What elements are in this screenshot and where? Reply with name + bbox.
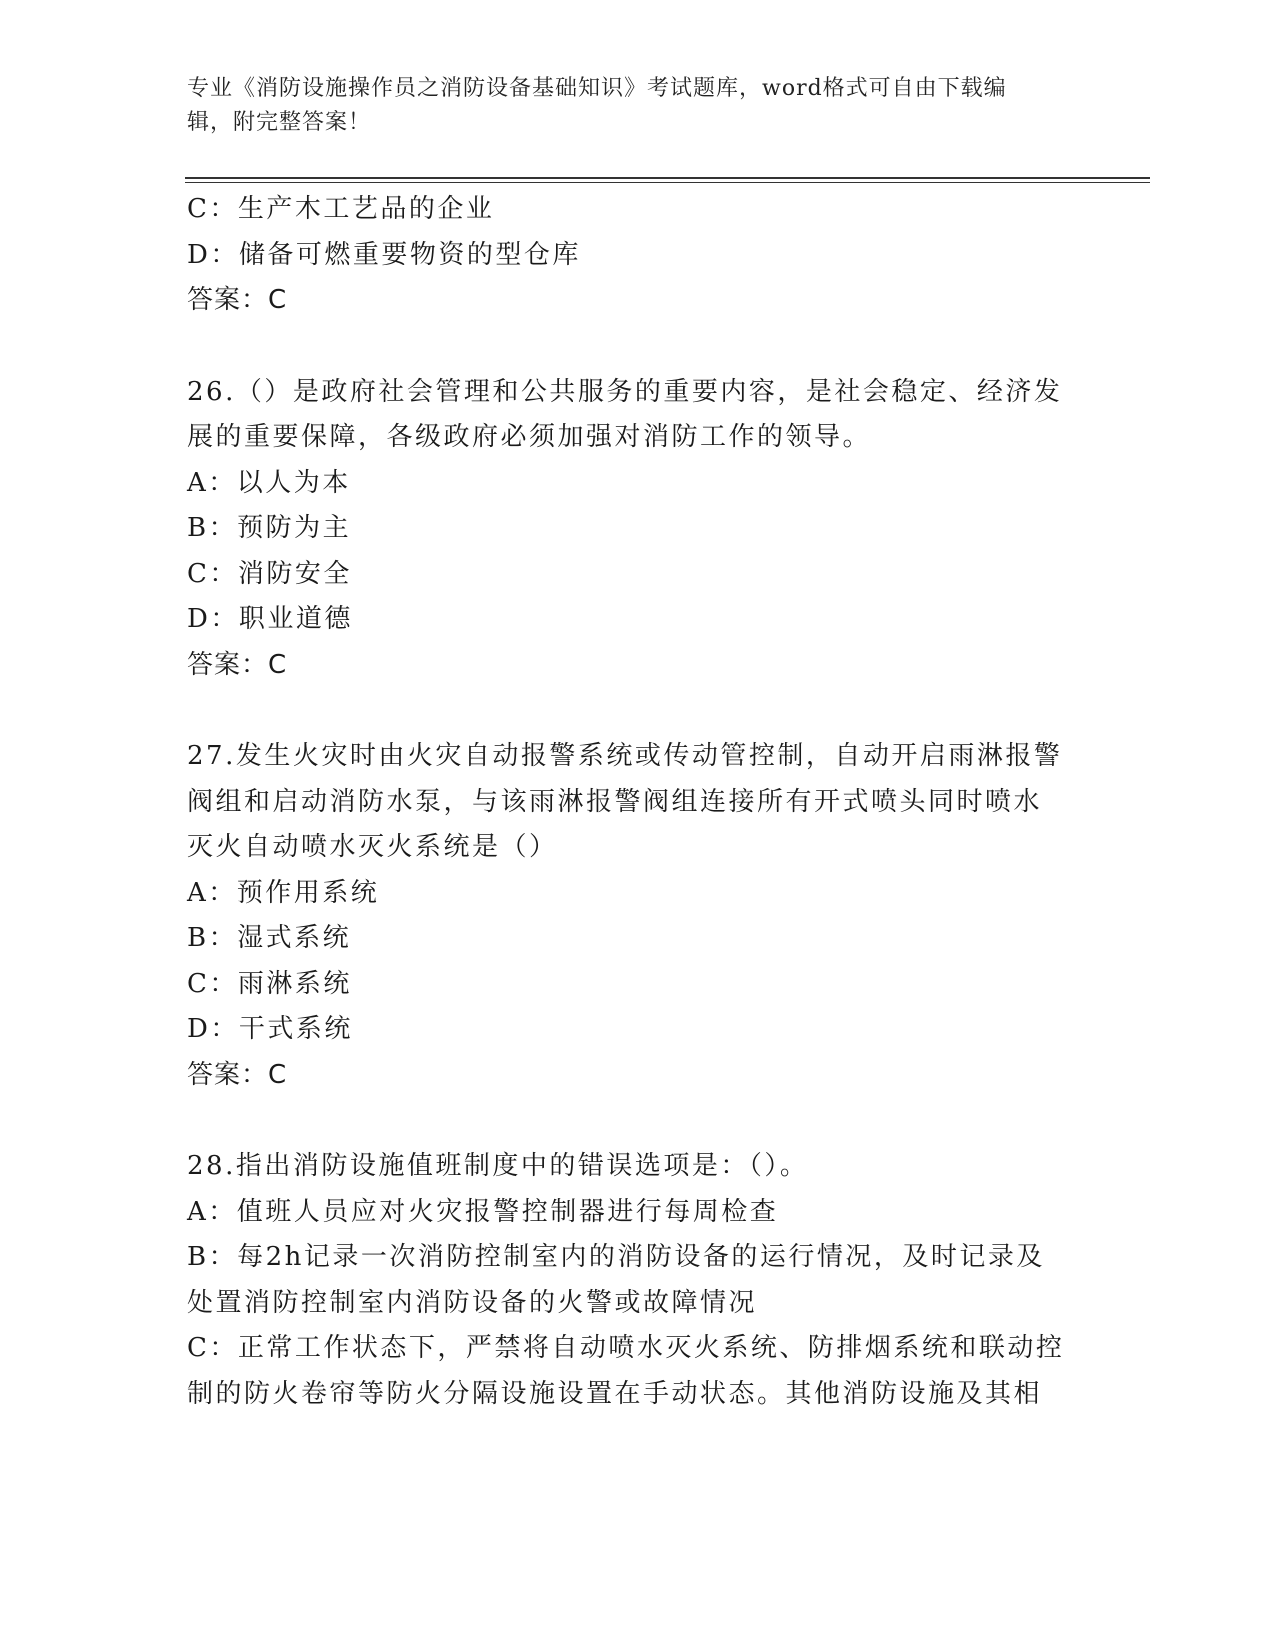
spacer	[187, 1098, 1087, 1144]
option-d: D：干式系统	[187, 1014, 353, 1044]
header-line-2: 辑，附完整答案！	[187, 110, 372, 135]
question-text-line: 27.发生火灾时由火灾自动报警系统或传动管控制，自动开启雨淋报警	[187, 741, 1063, 771]
header-divider-thin	[185, 182, 1150, 183]
option-c-continued: 制的防火卷帘等防火分隔设施设置在手动状态。其他消防设施及其相	[187, 1378, 1043, 1409]
option-d: D：储备可燃重要物资的型仓库	[187, 239, 581, 270]
option-b: B：湿式系统	[187, 923, 352, 953]
question-26	[187, 370, 1087, 689]
question-27	[187, 734, 1087, 1098]
header-divider-thick	[185, 177, 1150, 179]
header-line-1: 专业《消防设施操作员之消防设备基础知识》考试题库，word格式可自由下载编	[187, 76, 1007, 101]
option-b-continued: 处置消防控制室内消防设备的火警或故障情况	[187, 1287, 758, 1318]
option-b: B：预防为主	[187, 513, 352, 543]
spacer	[187, 688, 1087, 734]
question-text-line: 26.（）是政府社会管理和公共服务的重要内容，是社会稳定、经济发	[187, 376, 1063, 407]
option-d: D：职业道德	[187, 604, 353, 634]
question-text-line: 28.指出消防设施值班制度中的错误选项是：（）。	[187, 1151, 809, 1181]
answer-line: 答案：C	[187, 285, 288, 315]
answer-line: 答案：C	[187, 1059, 288, 1090]
option-c: C：正常工作状态下，严禁将自动喷水灭火系统、防排烟系统和联动控	[187, 1333, 1065, 1363]
question-content	[187, 187, 1087, 1417]
option-b: B：每2h记录一次消防控制室内的消防设备的运行情况，及时记录及	[187, 1242, 1045, 1272]
continued-question	[187, 187, 1087, 324]
option-a: A：值班人员应对火灾报警控制器进行每周检查	[187, 1196, 779, 1227]
option-a: A：预作用系统	[187, 877, 380, 908]
answer-line: 答案：C	[187, 649, 288, 680]
question-text-line: 阀组和启动消防水泵，与该雨淋报警阀组连接所有开式喷头同时喷水	[187, 786, 1043, 817]
question-28	[187, 1144, 1087, 1417]
spacer	[187, 324, 1087, 370]
option-c: C：雨淋系统	[187, 968, 352, 999]
option-c: C：消防安全	[187, 558, 352, 589]
option-c: C：生产木工艺品的企业	[187, 194, 495, 224]
question-text-line: 展的重要保障，各级政府必须加强对消防工作的领导。	[187, 422, 872, 452]
document-header	[187, 72, 1067, 140]
question-text-line: 灭火自动喷水灭火系统是（）	[187, 832, 558, 862]
option-a: A：以人为本	[187, 467, 351, 498]
